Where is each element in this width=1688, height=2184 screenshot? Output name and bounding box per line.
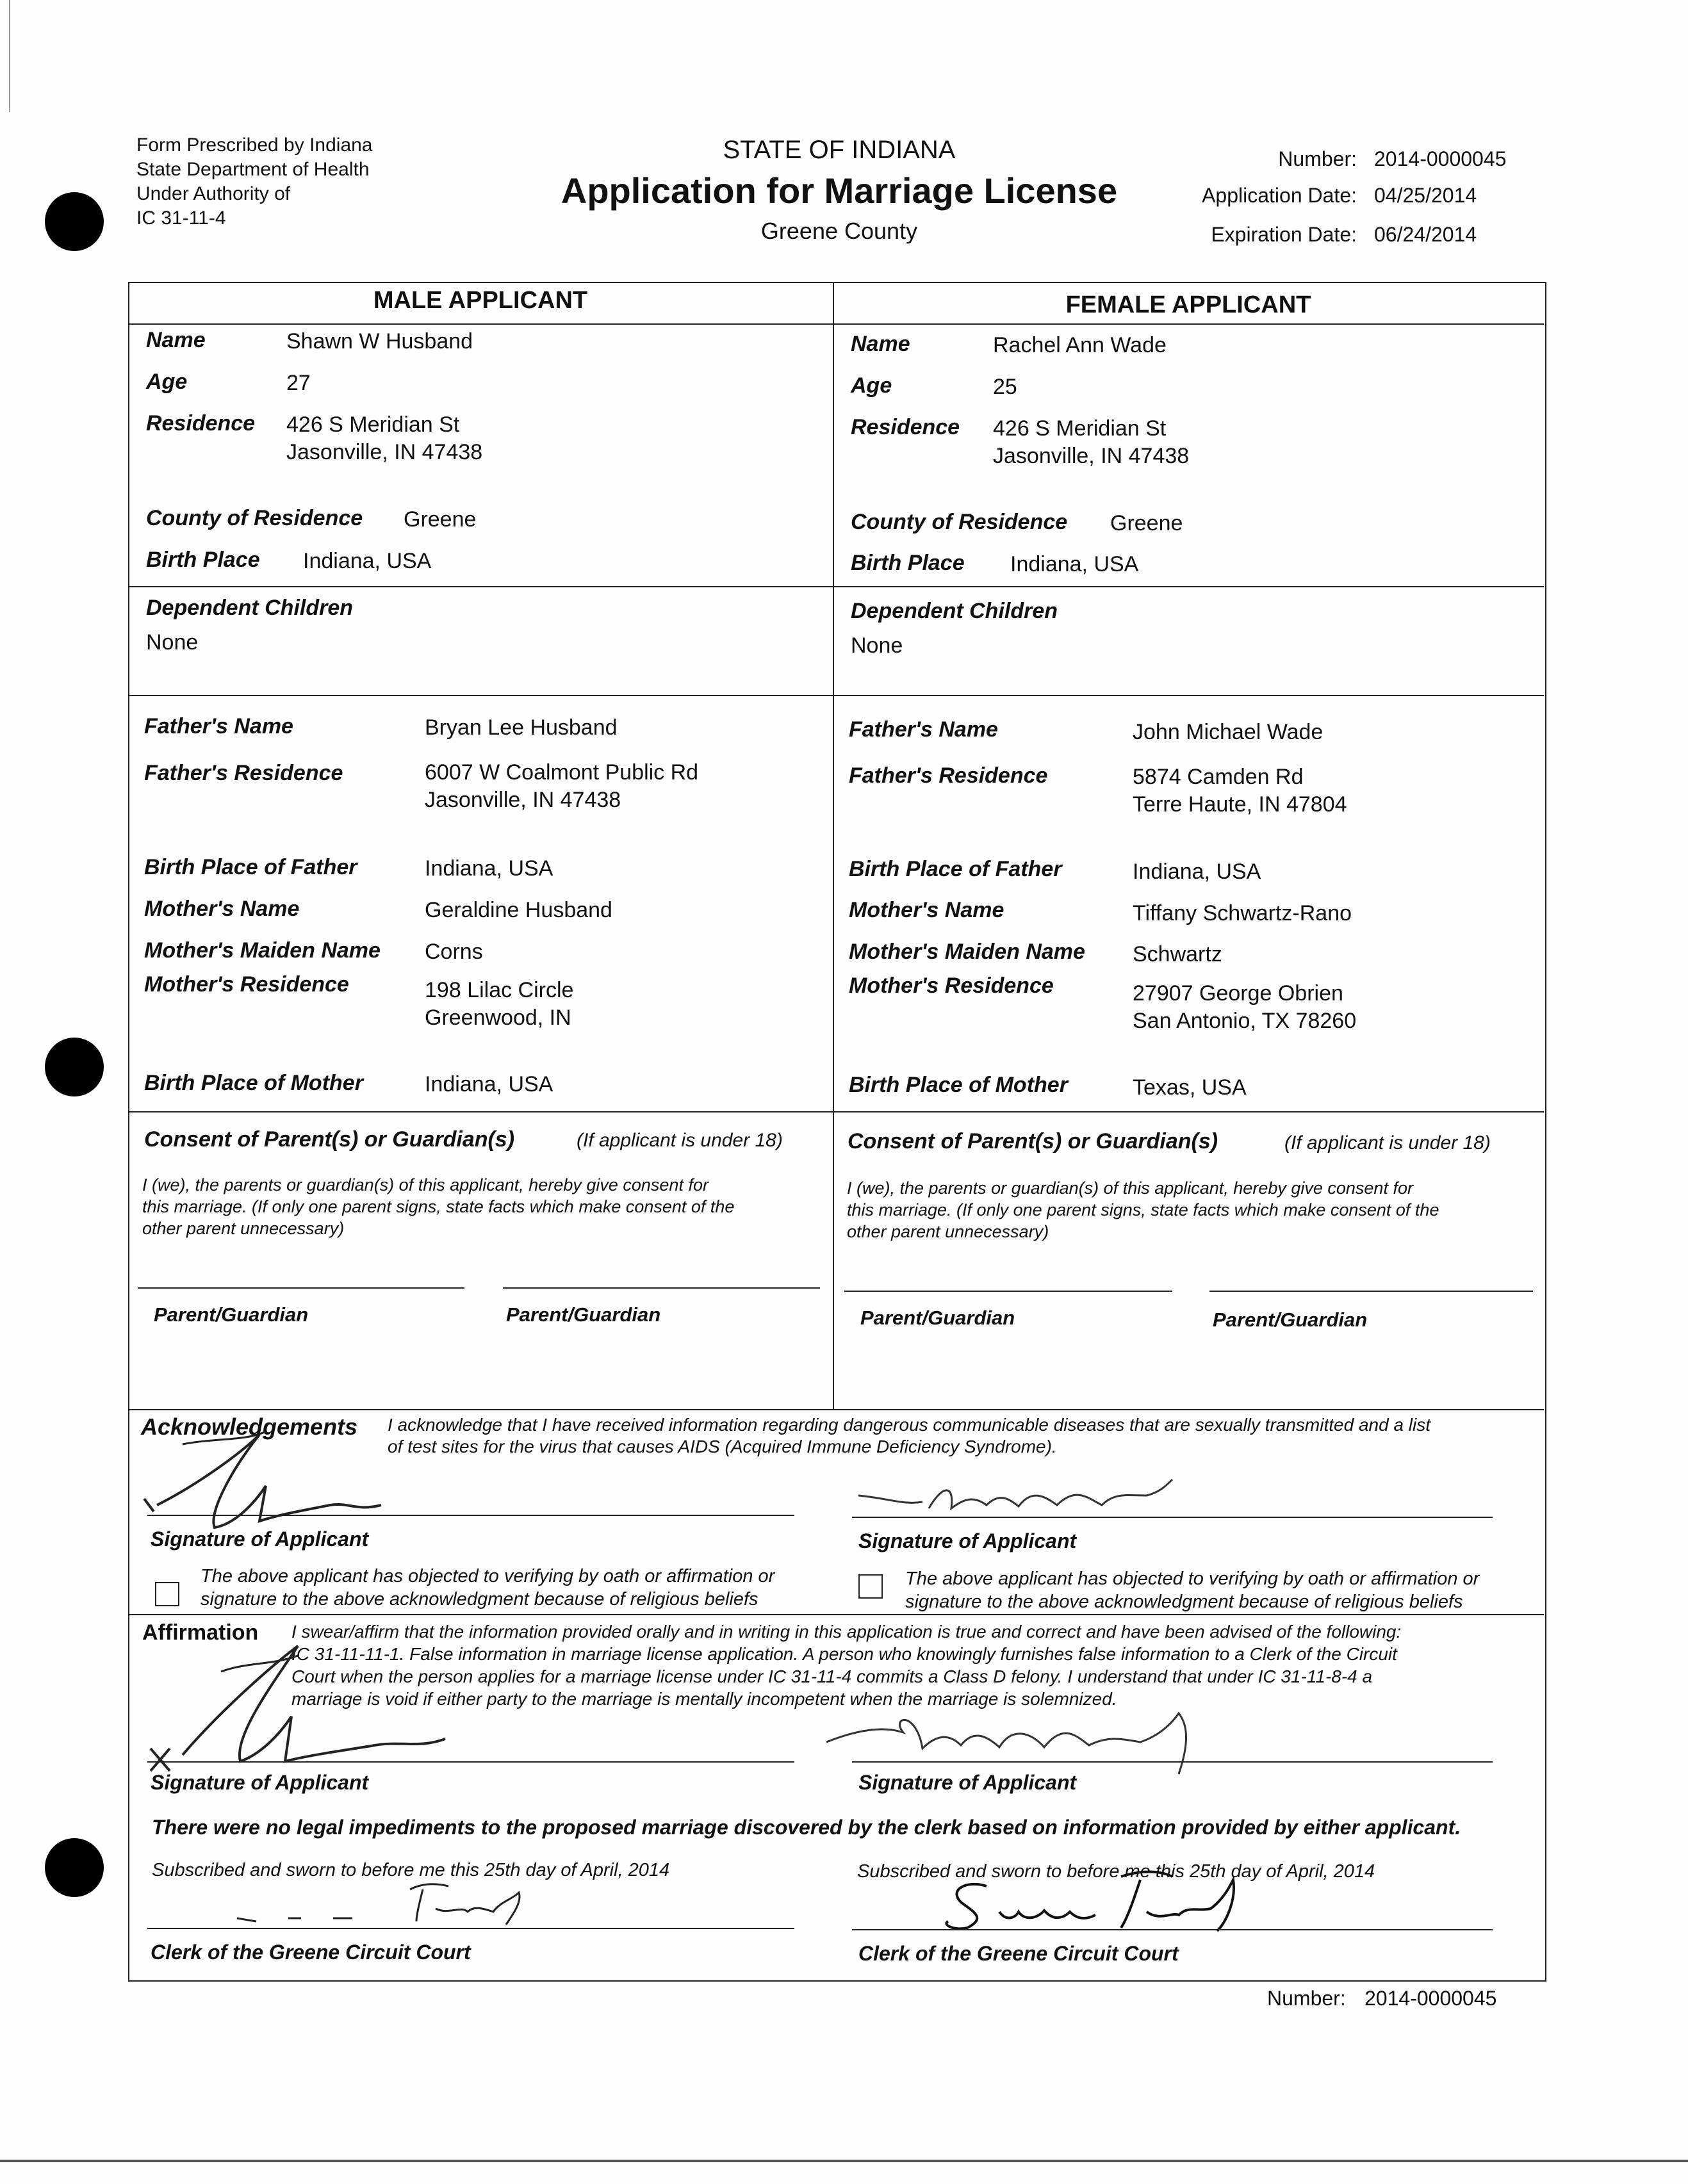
prescribed-line-1: Form Prescribed by Indiana [136, 134, 373, 156]
male-guardian-label-1: Parent/Guardian [154, 1303, 309, 1326]
consent-top-rule [128, 1111, 1544, 1112]
male-affirmation-signature [144, 1627, 477, 1781]
female-name-value: Rachel Ann Wade [993, 333, 1167, 357]
female-birthplace-value: Indiana, USA [1010, 552, 1139, 576]
male-consent-note: (If applicant is under 18) [577, 1130, 783, 1151]
female-guardian-label-1: Parent/Guardian [860, 1307, 1015, 1329]
male-consent-line-3: other parent unnecessary) [142, 1219, 345, 1238]
female-objection-text [905, 1567, 1479, 1613]
female-birthplace-label: Birth Place [851, 551, 965, 575]
female-clerk-label: Clerk of the Greene Circuit Court [858, 1942, 1179, 1965]
male-father-residence-line-2: Jasonville, IN 47438 [425, 788, 621, 812]
male-objection-line-2: signature to the above acknowledgment because of religious beliefs [201, 1589, 758, 1609]
heading-rule [128, 323, 1544, 325]
male-mother-residence-line-2: Greenwood, IN [425, 1006, 571, 1030]
male-sworn-text: Subscribed and sworn to before me this 25th day of April, 2014 [152, 1860, 670, 1880]
female-father-residence-label: Father's Residence [849, 763, 1048, 788]
female-objection-line-2: signature to the above acknowledgment because of religious beliefs [905, 1592, 1463, 1612]
female-applicant-heading: FEMALE APPLICANT [1065, 291, 1311, 318]
male-mother-maiden-label: Mother's Maiden Name [144, 938, 381, 963]
male-county-value: Greene [404, 507, 477, 532]
affirmation-top-rule [128, 1614, 1544, 1615]
children-top-rule [128, 586, 1544, 587]
male-consent-line-2: this marriage. (If only one parent signs, state facts which make consent of the [142, 1197, 735, 1216]
male-mother-residence-label: Mother's Residence [144, 972, 349, 997]
female-objection-line-1: The above applicant has objected to verifying by oath or affirmation or [905, 1569, 1480, 1589]
affirmation-heading: Affirmation [142, 1620, 259, 1645]
male-ack-signature-label: Signature of Applicant [151, 1528, 369, 1551]
female-father-name-value: John Michael Wade [1133, 720, 1323, 744]
number-label: Number: [1278, 147, 1357, 170]
male-mother-name-value: Geraldine Husband [425, 898, 612, 922]
male-objection-line-1: The above applicant has objected to verifying by oath or affirmation or [201, 1566, 775, 1586]
acknowledgements-text [388, 1414, 1537, 1458]
prescribed-line-2: State Department of Health [136, 159, 370, 180]
male-father-residence-line-1: 6007 W Coalmont Public Rd [425, 760, 699, 785]
male-guardian-line-2[interactable] [503, 1287, 820, 1289]
female-mother-birthplace-value: Texas, USA [1133, 1075, 1247, 1100]
acknowledgements-heading: Acknowledgements [141, 1414, 358, 1440]
prescribed-line-3: Under Authority of [136, 183, 291, 204]
female-mother-name-label: Mother's Name [849, 898, 1004, 922]
footer-number-value: 2014-0000045 [1364, 1987, 1497, 2010]
male-age-label: Age [146, 370, 188, 394]
female-clerk-signature-line[interactable] [852, 1929, 1493, 1930]
female-consent-line-3: other parent unnecessary) [847, 1222, 1049, 1241]
male-residence-line-1: 426 S Meridian St [286, 412, 460, 437]
punch-hole-middle [45, 1038, 104, 1096]
female-ack-signature-line[interactable] [852, 1517, 1493, 1518]
female-consent-line-2: this marriage. (If only one parent signs, state facts which make consent of the [847, 1200, 1439, 1219]
punch-hole-bottom [45, 1838, 104, 1897]
female-mother-residence-label: Mother's Residence [849, 974, 1054, 998]
male-dependent-children-value: None [146, 630, 199, 655]
male-father-birthplace-label: Birth Place of Father [144, 855, 357, 879]
page-title: Application for Marriage License [561, 170, 1118, 211]
male-age-value: 27 [286, 371, 311, 395]
male-clerk-signature [231, 1864, 551, 1934]
prescribed-block [136, 133, 373, 231]
male-father-name-label: Father's Name [144, 714, 293, 738]
application-date-label: Application Date: [1202, 184, 1357, 207]
affirm-line-1: I swear/affirm that the information provided orally and in writing in this application is true and correct and have been advised of the following: [291, 1622, 1402, 1642]
male-residence-line-2: Jasonville, IN 47438 [286, 440, 483, 464]
male-objection-text [201, 1565, 774, 1611]
female-affirmation-signature [820, 1691, 1243, 1781]
female-father-name-label: Father's Name [849, 717, 998, 742]
male-dependent-children-label: Dependent Children [146, 596, 354, 620]
male-father-birthplace-value: Indiana, USA [425, 856, 553, 881]
state-heading: STATE OF INDIANA [723, 136, 956, 164]
female-mother-residence-line-2: San Antonio, TX 78260 [1133, 1009, 1357, 1033]
female-clerk-signature [910, 1861, 1268, 1944]
female-acknowledgement-signature [852, 1460, 1211, 1531]
female-sworn-text: Subscribed and sworn to before me this 25th day of April, 2014 [857, 1861, 1375, 1882]
female-father-birthplace-label: Birth Place of Father [849, 857, 1062, 881]
impediments-statement: There were no legal impediments to the proposed marriage discovered by the clerk based on information provided by either applicant. [152, 1816, 1461, 1839]
male-residence-label: Residence [146, 411, 256, 436]
female-guardian-label-2: Parent/Guardian [1213, 1308, 1368, 1331]
affirm-line-2: IC 31-11-11-1. False information in marriage license application. A person who knowingly furnishes false information to a Clerk of the Circuit [291, 1644, 1397, 1664]
male-father-residence-label: Father's Residence [144, 761, 343, 785]
footer-number-label: Number: [1267, 1987, 1346, 2010]
female-age-label: Age [851, 373, 892, 398]
female-father-birthplace-value: Indiana, USA [1133, 860, 1261, 884]
male-birthplace-value: Indiana, USA [303, 549, 432, 573]
male-clerk-signature-line[interactable] [147, 1928, 794, 1929]
female-father-residence-line-1: 5874 Camden Rd [1133, 765, 1304, 789]
male-father-name-value: Bryan Lee Husband [425, 715, 618, 740]
male-applicant-heading: MALE APPLICANT [373, 287, 588, 314]
male-name-value: Shawn W Husband [286, 329, 473, 354]
number-value: 2014-0000045 [1374, 147, 1507, 170]
male-name-label: Name [146, 328, 206, 352]
male-birthplace-label: Birth Place [146, 548, 260, 572]
children-bottom-rule [128, 695, 1544, 696]
column-divider [833, 282, 834, 1409]
male-affirmation-signature-label: Signature of Applicant [151, 1771, 369, 1794]
female-ack-signature-label: Signature of Applicant [858, 1529, 1077, 1552]
female-dependent-children-label: Dependent Children [851, 599, 1058, 623]
female-consent-note: (If applicant is under 18) [1284, 1132, 1491, 1153]
male-affirmation-signature-line[interactable] [147, 1761, 794, 1763]
affirm-line-3: Court when the person applies for a marriage license under IC 31-11-4 commits a Class D felony. I understand that under IC 31-11-8-4 a [291, 1667, 1373, 1686]
male-consent-text [142, 1174, 821, 1239]
female-county-label: County of Residence [851, 510, 1068, 534]
female-guardian-line-2[interactable] [1209, 1291, 1533, 1292]
scan-edge-line [9, 0, 10, 112]
expiration-date-value: 06/24/2014 [1374, 223, 1477, 246]
female-name-label: Name [851, 332, 910, 356]
male-ack-signature-line[interactable] [147, 1515, 794, 1516]
female-mother-maiden-label: Mother's Maiden Name [849, 940, 1085, 964]
prescribed-line-4: IC 31-11-4 [136, 208, 226, 229]
ack-line-2: of test sites for the virus that causes AIDS (Acquired Immune Deficiency Syndrome). [388, 1437, 1057, 1456]
female-guardian-line-1[interactable] [844, 1291, 1172, 1292]
female-affirmation-signature-label: Signature of Applicant [858, 1771, 1077, 1794]
male-consent-line-1: I (we), the parents or guardian(s) of this applicant, hereby give consent for [142, 1175, 709, 1194]
female-residence-line-2: Jasonville, IN 47438 [993, 444, 1190, 468]
female-age-value: 25 [993, 375, 1017, 399]
male-county-label: County of Residence [146, 506, 363, 530]
expiration-date-label: Expiration Date: [1211, 223, 1357, 246]
male-objection-checkbox[interactable] [155, 1582, 179, 1606]
female-residence-line-1: 426 S Meridian St [993, 416, 1167, 441]
scan-bottom-edge [0, 2160, 1688, 2162]
punch-hole-top [45, 192, 104, 251]
male-clerk-label: Clerk of the Greene Circuit Court [151, 1941, 471, 1964]
ack-line-1: I acknowledge that I have received information regarding dangerous communicable diseases that are sexually transmitted and a list [388, 1415, 1431, 1435]
female-objection-checkbox[interactable] [858, 1574, 883, 1599]
female-consent-heading: Consent of Parent(s) or Guardian(s) [848, 1129, 1218, 1153]
county-heading: Greene County [760, 218, 918, 244]
female-mother-birthplace-label: Birth Place of Mother [849, 1073, 1068, 1097]
female-mother-residence-line-1: 27907 George Obrien [1133, 981, 1343, 1006]
female-residence-label: Residence [851, 415, 960, 439]
male-consent-heading: Consent of Parent(s) or Guardian(s) [144, 1127, 515, 1152]
female-dependent-children-value: None [851, 633, 903, 658]
female-mother-maiden-value: Schwartz [1133, 942, 1222, 966]
male-guardian-line-1[interactable] [138, 1287, 464, 1289]
female-county-value: Greene [1110, 511, 1183, 535]
male-guardian-label-2: Parent/Guardian [506, 1303, 661, 1326]
male-mother-birthplace-label: Birth Place of Mother [144, 1071, 363, 1095]
application-date-value: 04/25/2014 [1374, 184, 1477, 207]
male-mother-maiden-value: Corns [425, 940, 483, 964]
female-consent-text [847, 1177, 1536, 1243]
male-mother-name-label: Mother's Name [144, 897, 300, 921]
female-consent-line-1: I (we), the parents or guardian(s) of this applicant, hereby give consent for [847, 1178, 1413, 1198]
male-mother-residence-line-1: 198 Lilac Circle [425, 978, 574, 1002]
affirm-line-4: marriage is void if either party to the marriage is mentally incompetent when the marriage is solemnized. [291, 1689, 1117, 1709]
male-mother-birthplace-value: Indiana, USA [425, 1072, 553, 1096]
female-mother-name-value: Tiffany Schwartz-Rano [1133, 901, 1352, 925]
female-father-residence-line-2: Terre Haute, IN 47804 [1133, 792, 1347, 817]
female-affirmation-signature-line[interactable] [852, 1761, 1493, 1763]
